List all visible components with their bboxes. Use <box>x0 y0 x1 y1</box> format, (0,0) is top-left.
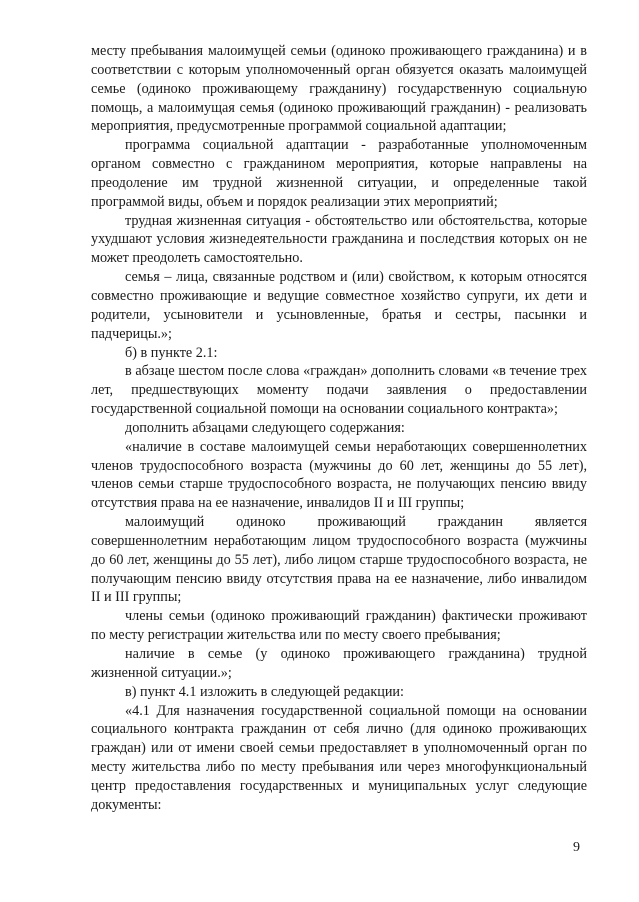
paragraph-6: в абзаце шестом после слова «граждан» дополнить словами «в течение трех лет, предшествующих моменту подачи заявления о предоставлении государственной социальной помощи на основании социального контракта»; <box>91 363 587 418</box>
document-body <box>91 42 587 815</box>
paragraph-8: «наличие в составе малоимущей семьи неработающих совершеннолетних членов трудоспособного возраста (мужчины до 60 лет, женщины до 55 лет), членов семьи старше трудоспособного возраста, не получающих пенсию ввиду отсутствия права на ее назначение, инвалидов II и III группы; <box>91 438 587 512</box>
paragraph-1: месту пребывания малоимущей семьи (одиноко проживающего гражданина) и в соответствии с которым уполномоченный орган обязуется оказать малоимущей семье (одиноко проживающему гражданину) государственную социальную помощь, а малоимущая семья (одиноко проживающий гражданин) - реализовать мероприятия, предусмотренные программой социальной адаптации; <box>91 43 587 135</box>
paragraph-10: члены семьи (одиноко проживающий гражданин) фактически проживают по месту регистрации жительства или по месту своего пребывания; <box>91 608 587 644</box>
paragraph-7: дополнить абзацами следующего содержания: <box>125 419 405 436</box>
paragraph-5: б) в пункте 2.1: <box>125 344 218 361</box>
paragraph-12: в) пункт 4.1 изложить в следующей редакции: <box>125 683 404 700</box>
paragraph-9: малоимущий одиноко проживающий гражданин является совершеннолетним неработающим лицом трудоспособного возраста (мужчины до 60 лет, женщины до 55 лет), либо лицом старше трудоспособного возраста, не получающим пенсию ввиду отсутствия права на ее назначение, либо инвалидом II и III группы; <box>91 514 587 606</box>
paragraph-4: семья – лица, связанные родством и (или) свойством, к которым относятся совместно проживающие и ведущие совместное хозяйство супруги, их дети и родители, усыновители и усыновленные, братья и сестры, пасынки и падчерицы.»; <box>91 269 587 342</box>
paragraph-11: наличие в семье (у одиноко проживающего гражданина) трудной жизненной ситуации.»; <box>91 646 587 681</box>
paragraph-13: «4.1 Для назначения государственной социальной помощи на основании социального контракта гражданин от себя лично (для одиноко проживающих граждан) или от имени своей семьи предоставляет в уполномоченный орган по месту жительства либо по месту пребывания или через многофункциональный центр предоставления государственных и муниципальных услуг следующие документы: <box>91 702 587 813</box>
page-number: 9 <box>573 840 580 855</box>
paragraph-2: программа социальной адаптации - разработанные уполномоченным органом совместно с гражданином мероприятия, которые направлены на преодоление им трудной жизненной ситуации, и определенные такой программой виды, объем и порядок реализации этих мероприятий; <box>91 137 587 210</box>
paragraph-3: трудная жизненная ситуация - обстоятельство или обстоятельства, которые ухудшают условия жизнедеятельности гражданина и последствия которых он не может преодолеть самостоятельно. <box>91 212 587 267</box>
